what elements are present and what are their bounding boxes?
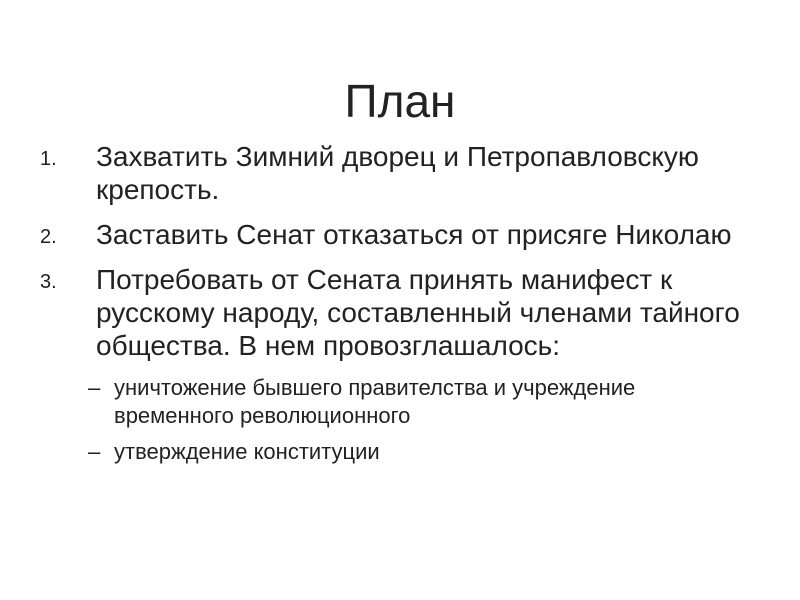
slide-content xyxy=(40,140,760,474)
sub-list-text-2: утверждение конституции xyxy=(114,439,380,464)
dash-bullet-1: – xyxy=(88,375,101,400)
list-item-2 xyxy=(40,218,760,251)
list-text-2: Заставить Сенат отказаться от присяге Николаю xyxy=(96,219,732,250)
list-text-3: Потребовать от Сената принять манифест к русскому народу, составленный членами тайного общества. В нем провозглашалось: xyxy=(96,264,740,361)
list-number-3: 3. xyxy=(40,271,57,293)
list-number-2: 2. xyxy=(40,226,57,248)
sub-list-text-1: уничтожение бывшего правителства и учреждение временного революционного xyxy=(114,375,636,428)
sub-list-item-1 xyxy=(40,374,760,430)
slide-title: План xyxy=(344,74,456,127)
dash-bullet-2: – xyxy=(88,439,101,464)
sub-list-item-2 xyxy=(40,438,760,466)
list-text-1: Захватить Зимний дворец и Петропавловскую крепость. xyxy=(96,141,699,205)
list-number-1: 1. xyxy=(40,148,57,170)
list-item-1 xyxy=(40,140,760,206)
list-item-3 xyxy=(40,263,760,362)
